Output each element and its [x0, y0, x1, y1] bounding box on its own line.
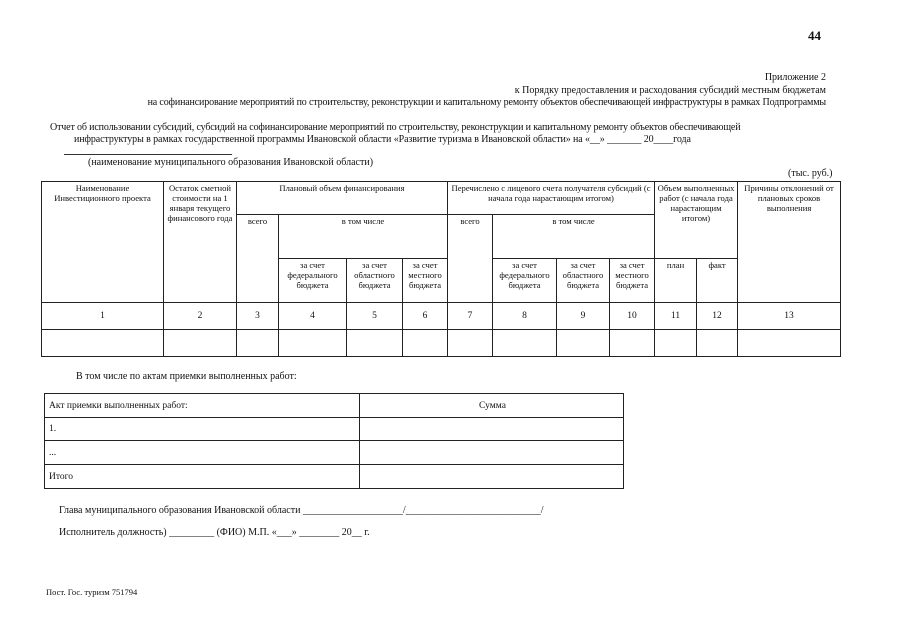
acceptance-acts-table [44, 393, 624, 489]
municipality-caption: (наименование муниципального образования Ивановской области) [88, 157, 374, 168]
col-number: 9 [557, 303, 610, 330]
header-deviation-reasons: Причины отклонений от плановых сроков выполнения [738, 182, 841, 303]
sum-cell[interactable] [360, 465, 624, 489]
col-number: 3 [237, 303, 279, 330]
empty-cell[interactable] [164, 330, 237, 357]
col-number: 6 [403, 303, 448, 330]
empty-cell[interactable] [347, 330, 403, 357]
header-transferred-total: всего [448, 215, 493, 303]
empty-cell[interactable] [655, 330, 697, 357]
executor-signature-line: Исполнитель должность) _________ (ФИО) М.П. «___» ________ 20__ г. [59, 527, 370, 538]
act-label: ... [45, 441, 360, 465]
table-row [42, 330, 841, 357]
appendix-line-2: к Порядку предоставления и расходования субсидий местным бюджетам [514, 85, 826, 96]
footer-code: Пост. Гос. туризм 751794 [46, 587, 138, 597]
empty-cell[interactable] [697, 330, 738, 357]
col-number: 10 [610, 303, 655, 330]
col-number: 4 [279, 303, 347, 330]
empty-cell[interactable] [279, 330, 347, 357]
appendix-label: Приложение 2 [764, 72, 826, 83]
header-transferred-regional: за счет областного бюджета [557, 259, 610, 303]
sum-cell[interactable] [360, 418, 624, 441]
header-transferred-federal: за счет федерального бюджета [493, 259, 557, 303]
empty-cell[interactable] [738, 330, 841, 357]
col-number: 2 [164, 303, 237, 330]
col-number: 13 [738, 303, 841, 330]
empty-cell[interactable] [42, 330, 164, 357]
header-transferred-including: в том числе [493, 215, 655, 259]
col-number: 8 [493, 303, 557, 330]
header-work-volume: Объем выполненных работ (с начала года нарастающим итогом) [655, 182, 738, 259]
table-row [45, 465, 624, 489]
report-title-line-2: инфраструктуры в рамках государственной программы Ивановской области «Развитие туризма в Ивановской области» на «__» _______ 20____года [74, 134, 691, 145]
header-planned-federal: за счет федерального бюджета [279, 259, 347, 303]
column-numbers-row [42, 303, 841, 330]
empty-cell[interactable] [493, 330, 557, 357]
col-number: 12 [697, 303, 738, 330]
table-row [45, 418, 624, 441]
header-planned-regional: за счет областного бюджета [347, 259, 403, 303]
header-transferred-local: за счет местного бюджета [610, 259, 655, 303]
municipality-name-line [64, 154, 232, 155]
act-label: 1. [45, 418, 360, 441]
table-row [45, 441, 624, 465]
empty-cell[interactable] [610, 330, 655, 357]
header-planned-financing: Плановый объем финансирования [237, 182, 448, 215]
col-number: 1 [42, 303, 164, 330]
head-signature-line: Глава муниципального образования Ивановской области ____________________/___________________________/ [59, 505, 544, 516]
sum-cell[interactable] [360, 441, 624, 465]
header-act: Акт приемки выполненных работ: [45, 394, 360, 418]
acts-caption: В том числе по актам приемки выполненных работ: [76, 371, 297, 382]
subsidy-report-table [41, 181, 841, 357]
header-planned-including: в том числе [279, 215, 448, 259]
col-number: 7 [448, 303, 493, 330]
header-remainder: Остаток сметной стоимости на 1 января текущего финансового года [164, 182, 237, 303]
header-project-name: Наименование Инвестиционного проекта [42, 182, 164, 303]
header-fact: факт [697, 259, 738, 303]
page-number: 44 [808, 28, 821, 43]
header-planned-local: за счет местного бюджета [403, 259, 448, 303]
empty-cell[interactable] [448, 330, 493, 357]
units-label: (тыс. руб.) [788, 168, 833, 179]
appendix-line-3: на софинансирование мероприятий по строительству, реконструкции и капитальному ремонту объектов обеспечивающей инфраструктуры в рамках Подпрограммы [147, 97, 826, 108]
header-plan: план [655, 259, 697, 303]
col-number: 5 [347, 303, 403, 330]
total-label: Итого [45, 465, 360, 489]
header-sum: Сумма [360, 394, 624, 418]
col-number: 11 [655, 303, 697, 330]
empty-cell[interactable] [557, 330, 610, 357]
empty-cell[interactable] [403, 330, 448, 357]
header-planned-total: всего [237, 215, 279, 303]
empty-cell[interactable] [237, 330, 279, 357]
header-transferred: Перечислено с лицевого счета получателя субсидий (с начала года нарастающим итогом) [448, 182, 655, 215]
report-title-line-1: Отчет об использовании субсидий, субсидий на софинансирование мероприятий по строительству, реконструкции и капитальному ремонту объектов обеспечивающей [50, 122, 741, 133]
